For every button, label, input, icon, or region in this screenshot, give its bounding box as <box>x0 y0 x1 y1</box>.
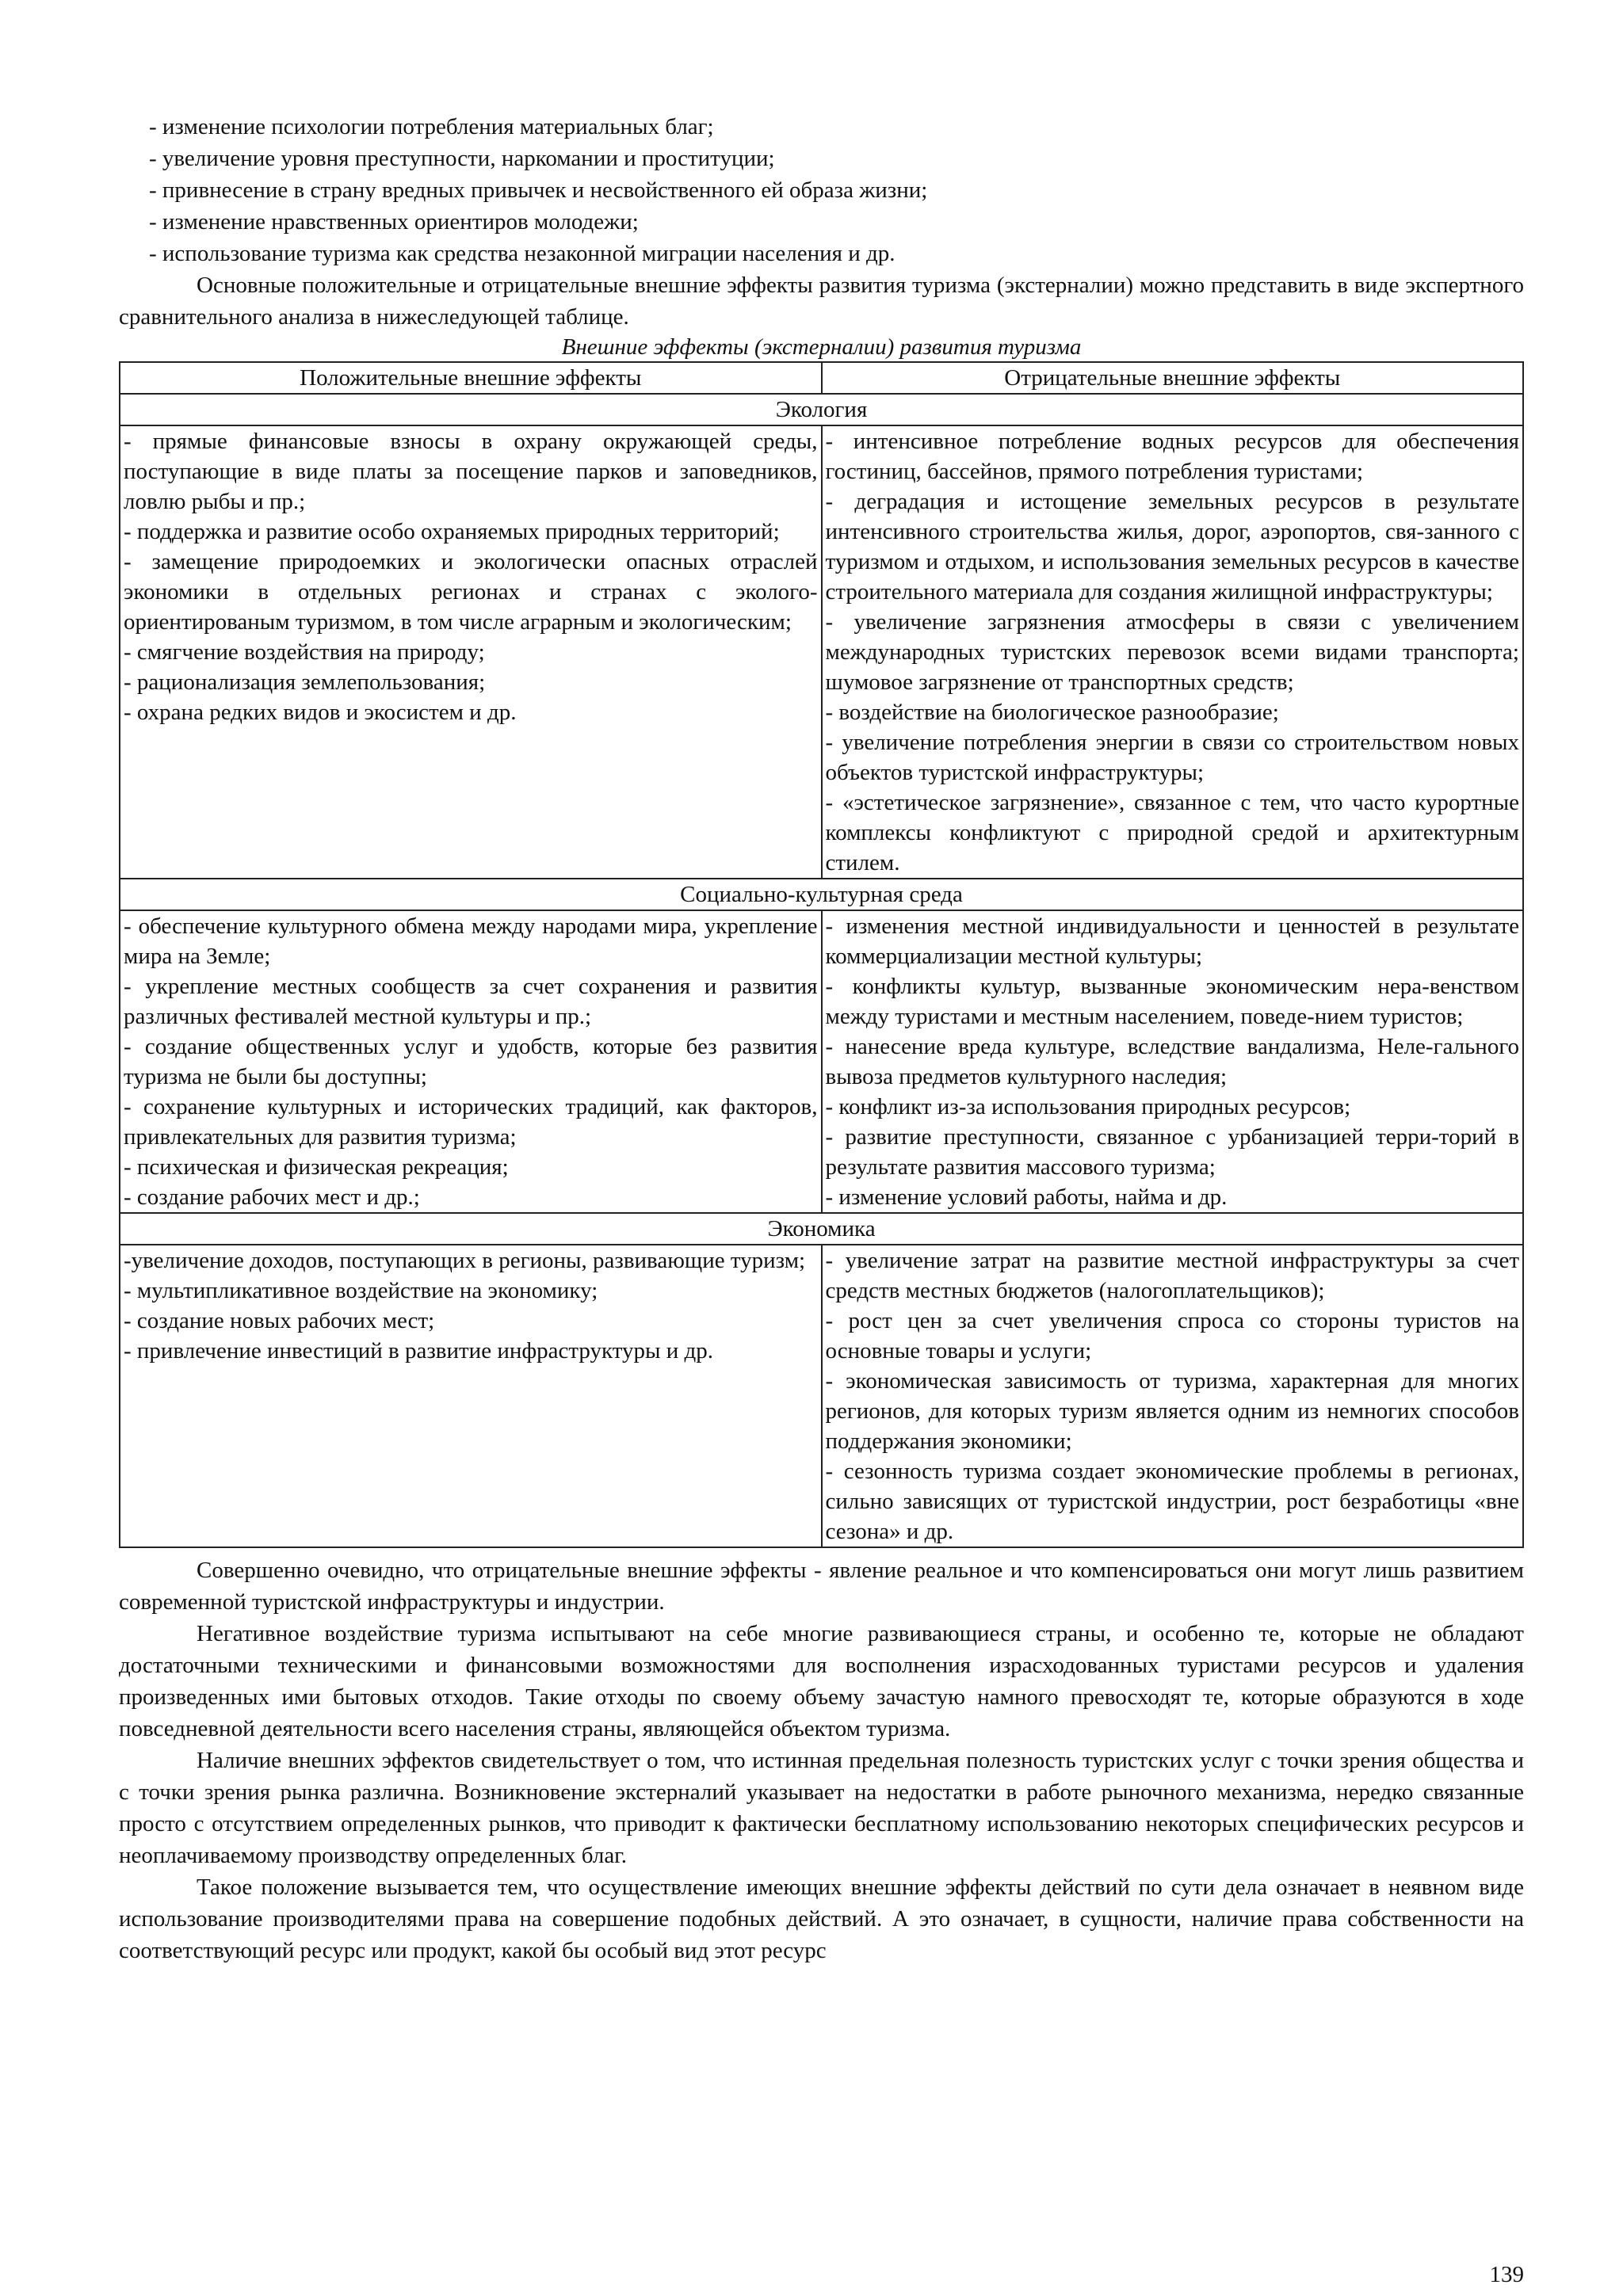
positive-cell-sociocultural <box>120 910 822 1213</box>
negative-cell-sociocultural <box>822 910 1524 1213</box>
section-row-ecology <box>120 394 1523 425</box>
bullet-item: - использование туризма как средства незаконной миграции населения и др. <box>149 241 896 266</box>
list-item: - создание общественных услуг и удобств, которые без развития туризма не были бы доступны; <box>124 1034 818 1089</box>
bullet-list <box>119 111 1524 269</box>
paragraph: Негативное воздействие туризма испытывают на себе многие развивающиеся страны, и особенно те, которые не обладают достаточными техническими и финансовыми возможностями для восполнения израсходованных туристами ресурсов и удаления произведенных ими бытовых отходов. Такие отходы по своему объему зачастую намного превосходят те, которые образуются в ходе повседневной деятельности всего населения страны, являющейся объектом туризма. <box>119 1621 1524 1741</box>
list-item: - охрана редких видов и экосистем и др. <box>124 700 517 725</box>
list-item: - замещение природоемких и экологически опасных отраслей экономики в отдельных регионах и странах с эколого-ориентированым туризмом, в том числе аграрным и экологическим; <box>124 549 818 635</box>
list-item: - рост цен за счет увеличения спроса со стороны туристов на основные товары и услуги; <box>825 1308 1519 1363</box>
list-item: - сохранение культурных и исторических традиций, как факторов, привлекательных для развития туризма; <box>124 1094 818 1150</box>
positive-cell-economy <box>120 1245 822 1547</box>
intro-paragraph: Основные положительные и отрицательные внешние эффекты развития туризма (экстерналии) можно представить в виде экспертного сравнительного анализа в нижеследующей таблице. <box>119 273 1524 330</box>
section-title-economy: Экономика <box>120 1213 1523 1245</box>
list-item: - рационализация землепользования; <box>124 669 486 695</box>
list-item: - увеличение загрязнения атмосферы в связи с увеличением международных туристских перевозок всеми видами транспорта; шумовое загрязнение от транспортных средств; <box>825 609 1519 695</box>
negative-effects-header: Отрицательные внешние эффекты <box>822 362 1524 394</box>
list-item: - «эстетическое загрязнение», связанное с тем, что часто курортные комплексы конфликтуют с природной средой и архитектурным стилем. <box>825 790 1519 875</box>
list-item: - укрепление местных сообществ за счет сохранения и развития различных фестивалей местной культуры и пр.; <box>124 974 818 1029</box>
positive-cell-ecology <box>120 425 822 879</box>
list-item: - привлечение инвестиций в развитие инфраструктуры и др. <box>124 1338 714 1363</box>
section-row-sociocultural <box>120 879 1523 910</box>
list-item: -увеличение доходов, поступающих в регионы, развивающие туризм; <box>124 1248 806 1273</box>
negative-cell-economy <box>822 1245 1524 1547</box>
bullet-item: - изменение нравственных ориентиров молодежи; <box>149 209 639 235</box>
list-item: - изменение условий работы, найма и др. <box>825 1184 1228 1210</box>
section-title-ecology: Экология <box>120 394 1523 425</box>
bullet-item: - изменение психологии потребления материальных благ; <box>149 114 714 139</box>
body-text-after-table <box>119 1554 1524 1966</box>
document-page <box>119 111 1524 1966</box>
list-item: - изменения местной индивидуальности и ценностей в результате коммерциализации местной культуры; <box>825 913 1519 969</box>
positive-effects-header: Положительные внешние эффекты <box>120 362 822 394</box>
table-row <box>120 1245 1523 1547</box>
list-item: - прямые финансовые взносы в охрану окружающей среды, поступающие в виде платы за посещение парков и заповедников, ловлю рыбы и пр.; <box>124 429 818 514</box>
table-header-row <box>120 362 1523 394</box>
table-row <box>120 425 1523 879</box>
paragraph: Наличие внешних эффектов свидетельствует о том, что истинная предельная полезность туристских услуг с точки зрения общества и с точки зрения рынка различна. Возникновение экстерналий указывает на недостатки в работе рыночного механизма, нередко связанные просто с отсутствием определенных рынков, что приводит к фактически бесплатному использованию некоторых специфических ресурсов и неоплачиваемому производству определенных благ. <box>119 1748 1524 1868</box>
list-item: - психическая и физическая рекреация; <box>124 1154 509 1180</box>
list-item: - нанесение вреда культуре, вследствие вандализма, Неле-гального вывоза предметов культурного наследия; <box>825 1034 1519 1089</box>
page-number: 139 <box>1489 2262 1524 2287</box>
section-title-sociocultural: Социально-культурная среда <box>120 879 1523 910</box>
list-item: - увеличение затрат на развитие местной инфраструктуры за счет средств местных бюджетов (налогоплательщиков); <box>825 1248 1519 1303</box>
bullet-item: - увеличение уровня преступности, наркомании и проституции; <box>149 146 775 171</box>
list-item: - экономическая зависимость от туризма, характерная для многих регионов, для которых туризм является одним из немногих способов поддержания экономики; <box>825 1368 1519 1454</box>
list-item: - сезонность туризма создает экономические проблемы в регионах, сильно зависящих от туристской индустрии, рост безработицы «вне сезона» и др. <box>825 1459 1519 1544</box>
list-item: - создание новых рабочих мест; <box>124 1308 435 1333</box>
bullet-item: - привнесение в страну вредных привычек и несвойственного ей образа жизни; <box>149 177 928 203</box>
list-item: - конфликты культур, вызванные экономическим нера-венством между туристами и местным населением, поведе-нием туристов; <box>825 974 1519 1029</box>
list-item: - воздействие на биологическое разнообразие; <box>825 700 1279 725</box>
list-item: - обеспечение культурного обмена между народами мира, укрепление мира на Земле; <box>124 913 818 969</box>
list-item: - деградация и истощение земельных ресурсов в результате интенсивного строительства жилья, дорог, аэропортов, свя-занного с туризмом и отдыхом, и использования земельных ресурсов в качестве строительного материала для создания жилищной инфраструктуры; <box>825 489 1519 605</box>
list-item: - создание рабочих мест и др.; <box>124 1184 420 1210</box>
list-item: - конфликт из-за использования природных ресурсов; <box>825 1094 1351 1119</box>
paragraph: Совершенно очевидно, что отрицательные внешние эффекты - явление реальное и что компенсироваться они могут лишь развитием современной туристской инфраструктуры и индустрии. <box>119 1558 1524 1615</box>
list-item: - развитие преступности, связанное с урбанизацией терри-торий в результате развития массового туризма; <box>825 1124 1519 1180</box>
section-row-economy <box>120 1213 1523 1245</box>
externalities-table <box>119 361 1524 1548</box>
list-item: - интенсивное потребление водных ресурсов для обеспечения гостиниц, бассейнов, прямого потребления туристами; <box>825 429 1519 484</box>
list-item: - поддержка и развитие особо охраняемых природных территорий; <box>124 519 780 544</box>
list-item: - мультипликативное воздействие на экономику; <box>124 1278 598 1303</box>
table-row <box>120 910 1523 1213</box>
list-item: - смягчение воздействия на природу; <box>124 639 485 665</box>
negative-cell-ecology <box>822 425 1524 879</box>
paragraph: Такое положение вызывается тем, что осуществление имеющих внешние эффекты действий по сути дела означает в неявном виде использование производителями права на совершение подобных действий. А это означает, в сущности, наличие права собственности на соответствующий ресурс или продукт, какой бы особый вид этот ресурс <box>119 1875 1524 1963</box>
list-item: - увеличение потребления энергии в связи со строительством новых объектов туристской инфраструктуры; <box>825 730 1519 785</box>
table-caption: Внешние эффекты (экстерналии) развития туризма <box>561 334 1082 360</box>
